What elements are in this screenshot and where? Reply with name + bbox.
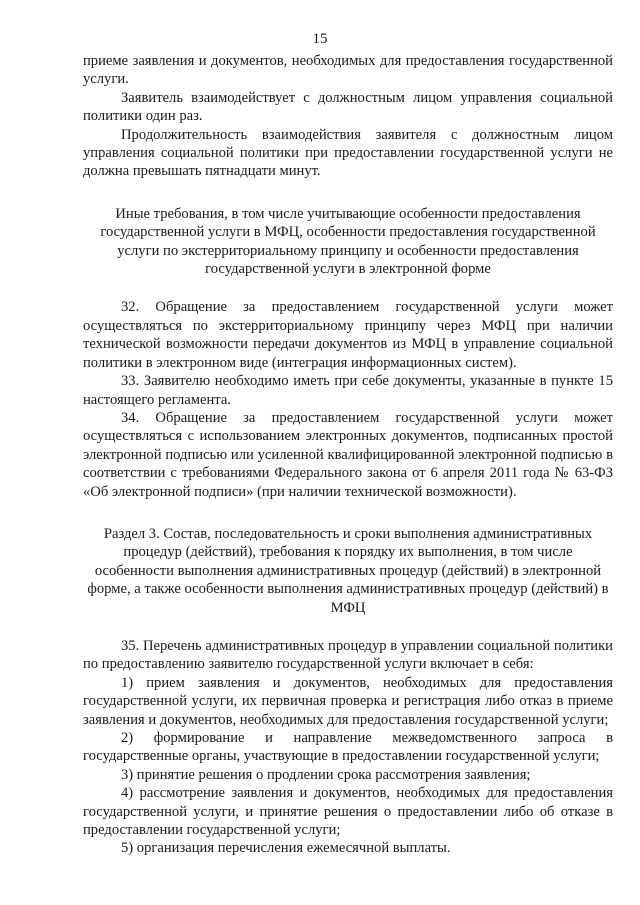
list-item-2: 2) формирование и направление межведомственного запроса в государственные органы, участвующие в предоставлении государственной услуги; xyxy=(83,730,613,765)
list-item-4: 4) рассмотрение заявления и документов, необходимых для предоставления государственной услуги, и принятие решения о предоставлении либо об отказе в предоставлении государственной услуги; xyxy=(83,785,613,839)
paragraph-item-35: 35. Перечень административных процедур в управлении социальной политики по предоставлению заявителю государственной услуги включает в себя: xyxy=(83,637,613,673)
list-item-3: 3) принятие решения о продлении срока рассмотрения заявления; xyxy=(121,766,531,783)
paragraph-item-33: 33. Заявителю необходимо иметь при себе документы, указанные в пункте 15 настоящего регламента. xyxy=(83,373,613,408)
paragraph-interaction-duration: Продолжительность взаимодействия заявителя с должностным лицом управления социальной политики при предоставлении государственной услуги не должна превышать пятнадцати минут. xyxy=(83,126,613,180)
paragraph-interaction-count: Заявитель взаимодействует с должностным лицом управления социальной политики один раз. xyxy=(83,89,613,125)
page-number: 15 xyxy=(312,31,328,47)
paragraph-item-32: 32. Обращение за предоставлением государственной услуги может осуществляться по экстерриториальному принципу через МФЦ при наличии технической возможности передачи документов из МФЦ в управление социальной политики в электронном виде (интеграция информационных систем). xyxy=(83,299,613,371)
section-heading-other-requirements: Иные требования, в том числе учитывающие особенности предоставления государственной услуги в МФЦ, особенности предоставления государственной услуги по экстерриториальному принципу и особенности предоставления государственной услуги в электронной форме xyxy=(100,205,596,278)
section-heading-part-3: Раздел 3. Состав, последовательность и сроки выполнения административных процедур (действий), требования к порядку их выполнения, в том числе особенности выполнения административных процедур (действий) в электронной форме, а также особенности выполнения административных процедур (действий) в МФЦ xyxy=(87,525,609,616)
list-item-5: 5) организация перечисления ежемесячной выплаты. xyxy=(121,840,451,857)
document-body xyxy=(83,52,613,858)
paragraph-item-34: 34. Обращение за предоставлением государственной услуги может осуществляться с использованием электронных документов, подписанных простой электронной подписью или усиленной квалифицированной электронной подписью в соответствии с требованиями Федерального закона от 6 апреля 2011 года № 63-ФЗ «Об электронной подписи» (при наличии технической возможности). xyxy=(83,409,613,500)
paragraph-continuation: приеме заявления и документов, необходимых для предоставления государственной услуги. xyxy=(83,53,613,88)
list-item-1: 1) прием заявления и документов, необходимых для предоставления государственной услуги, их первичная проверка и регистрация либо отказ в приеме заявления и документов, необходимых для предоставления государственной услуги; xyxy=(83,674,613,728)
